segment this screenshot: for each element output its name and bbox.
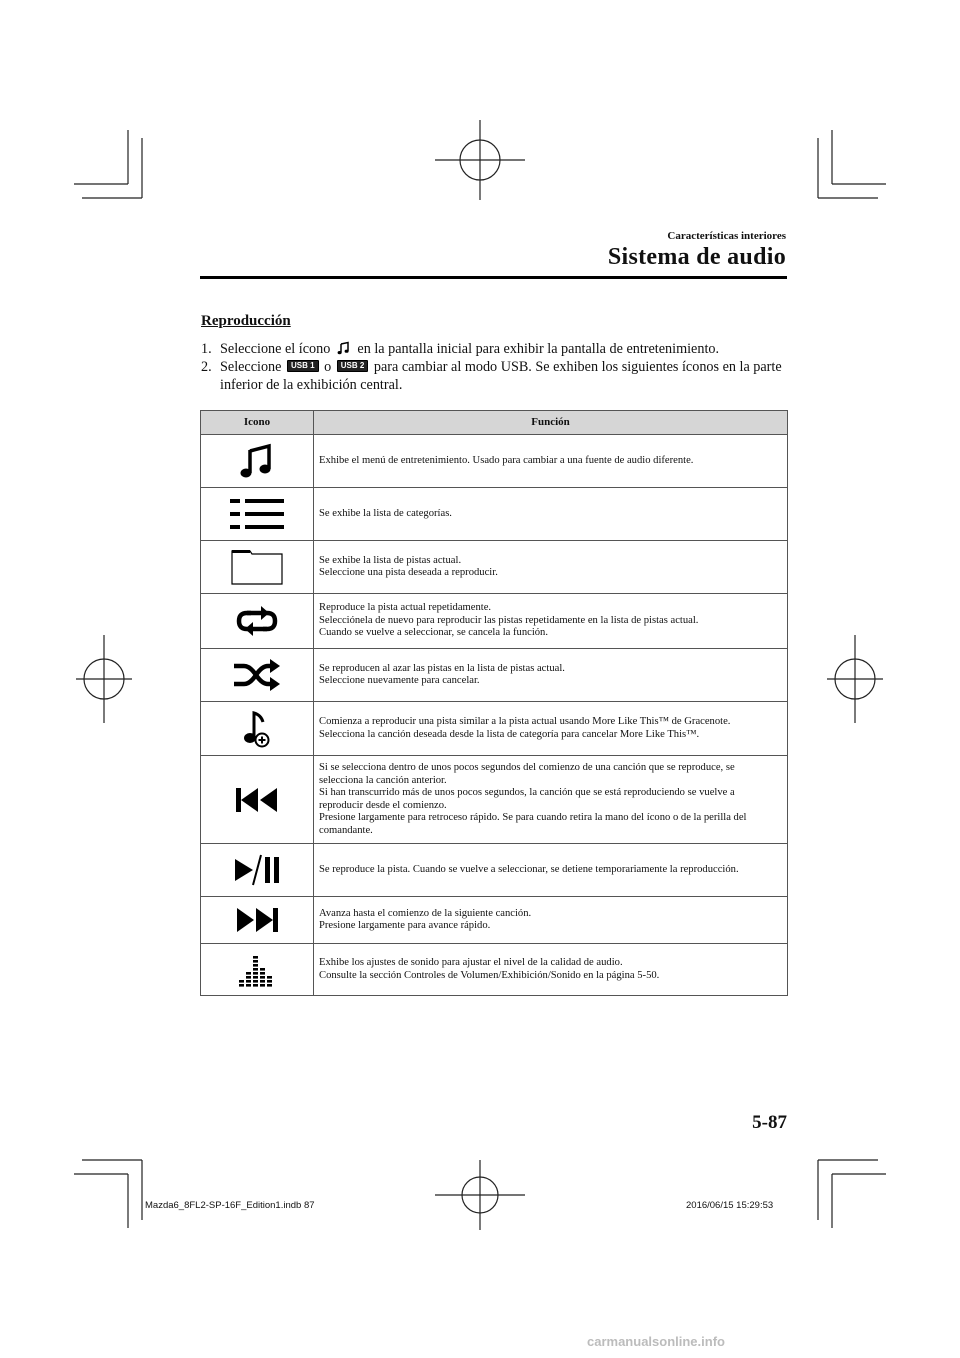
step-text: para cambiar al modo USB. Se exhiben los siguientes íconos en la parte inferior de la exhibición central. xyxy=(220,359,782,393)
icon-cell xyxy=(201,756,314,844)
music-note-icon xyxy=(337,341,351,355)
icon-cell xyxy=(201,488,314,541)
column-header-function: Función xyxy=(314,411,788,435)
function-text: Comienza a reproducir una pista similar a la pista actual usando More Like This™ de Gracenote. xyxy=(319,716,731,727)
function-text: Avanza hasta el comienzo de la siguiente canción. xyxy=(319,907,532,919)
function-cell xyxy=(314,541,788,594)
icon-cell xyxy=(201,702,314,756)
shuffle-icon xyxy=(232,658,282,692)
function-text: Se reproducen al azar las pistas en la lista de pistas actual. xyxy=(319,662,565,674)
function-cell xyxy=(314,594,788,649)
function-cell xyxy=(314,844,788,897)
footer-file-info: Mazda6_8FL2-SP-16F_Edition1.indb 87 xyxy=(145,1200,315,1211)
icon-cell xyxy=(201,944,314,996)
table-row xyxy=(201,756,788,844)
repeat-icon xyxy=(233,604,281,638)
function-text: Selecciona la canción deseada desde la lista de categoría para cancelar More Like This™. xyxy=(319,728,700,740)
function-text: Presione largamente para retroceso rápido. Se para cuando retira la mano del ícono o de la perilla del comandante. xyxy=(319,812,747,836)
function-text: Consulte la sección Controles de Volumen/Exhibición/Sonido en la página 5-50. xyxy=(319,969,660,981)
table-row xyxy=(201,488,788,541)
function-cell xyxy=(314,649,788,702)
function-text: Si se selecciona dentro de unos pocos segundos del comienzo de una canción que se reproduce, se selecciona la canción anterior. xyxy=(319,762,735,786)
table-row xyxy=(201,649,788,702)
category-list-icon xyxy=(228,496,286,532)
table-row xyxy=(201,897,788,944)
watermark: carmanualsonline.info xyxy=(587,1334,725,1349)
function-cell xyxy=(314,702,788,756)
table-row xyxy=(201,702,788,756)
table-row xyxy=(201,844,788,897)
table-row xyxy=(201,435,788,488)
next-track-icon xyxy=(235,907,279,933)
step-2 xyxy=(201,358,791,394)
table-row xyxy=(201,944,788,996)
function-cell xyxy=(314,488,788,541)
icon-cell xyxy=(201,649,314,702)
step-number: 1. xyxy=(201,341,212,357)
play-pause-icon xyxy=(233,853,281,887)
usb2-button-icon: USB 2 xyxy=(337,360,369,372)
function-text: Si han transcurrido más de unos pocos segundos, la canción que se está reproduciendo se vuelve a reproducir desde el comienzo. xyxy=(319,787,735,811)
sound-settings-icon xyxy=(238,952,276,988)
more-like-this-icon xyxy=(241,710,273,748)
function-cell xyxy=(314,756,788,844)
icon-cell xyxy=(201,844,314,897)
header-rule xyxy=(200,276,787,279)
previous-track-icon xyxy=(235,787,279,813)
function-text: Cuando se vuelve a seleccionar, se cancela la función. xyxy=(319,627,549,639)
function-text: Presione largamente para avance rápido. xyxy=(319,920,491,931)
table-row xyxy=(201,594,788,649)
function-text: Seleccione una pista deseada a reproducir. xyxy=(319,567,498,578)
step-text: en la pantalla inicial para exhibir la pantalla de entretenimiento. xyxy=(357,341,720,357)
usb1-button-icon: USB 1 xyxy=(287,360,319,372)
icon-function-table xyxy=(200,410,788,996)
column-header-icon: Icono xyxy=(201,411,314,435)
chapter-subtitle: Características interiores xyxy=(667,230,786,242)
function-text: Exhibe el menú de entretenimiento. Usado para cambiar a una fuente de audio diferente. xyxy=(319,454,694,466)
page-title: Sistema de audio xyxy=(607,244,786,270)
section-title: Reproducción xyxy=(201,313,291,329)
instruction-steps xyxy=(201,340,791,394)
function-cell xyxy=(314,435,788,488)
icon-cell xyxy=(201,594,314,649)
step-text: o xyxy=(324,359,332,375)
function-text: Reproduce la pista actual repetidamente. xyxy=(319,602,492,614)
step-1 xyxy=(201,340,791,358)
folder-icon xyxy=(230,548,284,586)
step-number: 2. xyxy=(201,359,212,375)
icon-cell xyxy=(201,541,314,594)
function-text: Exhibe los ajustes de sonido para ajustar el nivel de la calidad de audio. xyxy=(319,957,623,968)
function-text: Selecciónela de nuevo para reproducir las pistas repetidamente en la lista de pistas actual. xyxy=(319,614,699,626)
icon-cell xyxy=(201,897,314,944)
table-header-row xyxy=(201,411,788,435)
music-note-icon xyxy=(239,443,275,479)
function-text: Se exhibe la lista de categorías. xyxy=(319,507,452,519)
icon-cell xyxy=(201,435,314,488)
function-text: Se reproduce la pista. Cuando se vuelve a seleccionar, se detiene temporariamente la reproducción. xyxy=(319,863,739,875)
table-row xyxy=(201,541,788,594)
step-text: Seleccione el ícono xyxy=(220,341,331,357)
function-cell xyxy=(314,944,788,996)
page-number: 5-87 xyxy=(752,1112,787,1133)
step-text: Seleccione xyxy=(220,359,282,375)
function-text: Se exhibe la lista de pistas actual. xyxy=(319,554,462,566)
footer-timestamp: 2016/06/15 15:29:53 xyxy=(686,1200,774,1211)
function-text: Seleccione nuevamente para cancelar. xyxy=(319,675,480,686)
function-cell xyxy=(314,897,788,944)
